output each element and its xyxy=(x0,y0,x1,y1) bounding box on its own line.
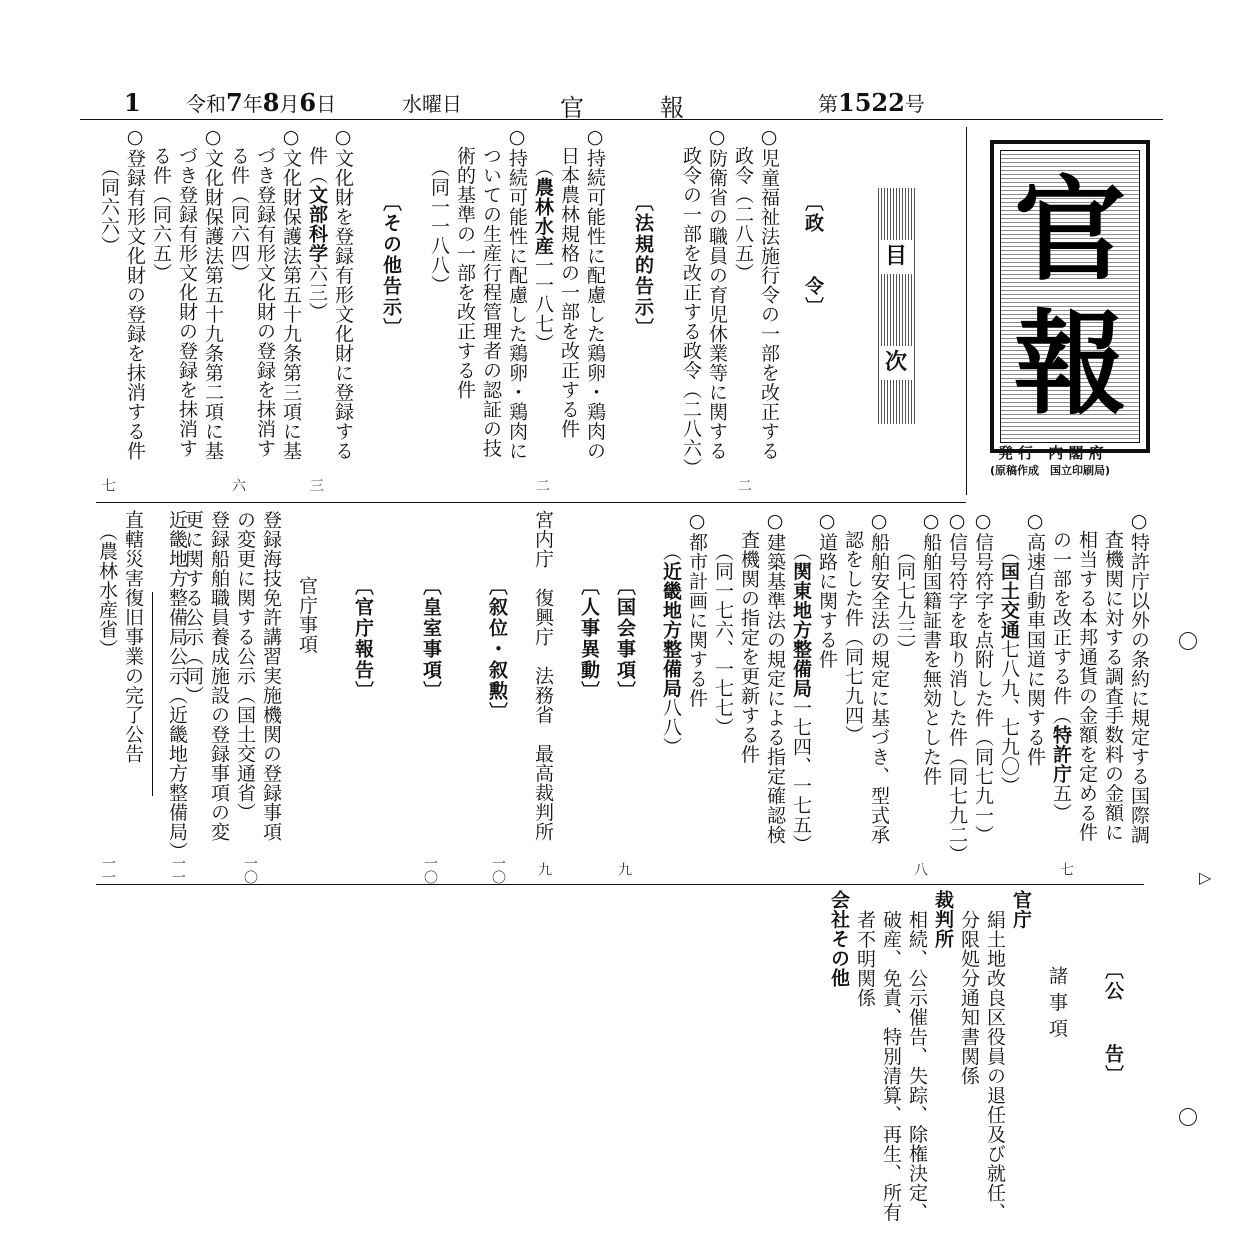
toc-item-10-ref[interactable]: （国土交通七八九、七九〇） xyxy=(998,542,1020,796)
kancho-item-4-cont[interactable]: （農林水産省） xyxy=(96,522,118,659)
page-number xyxy=(124,88,141,117)
masthead-char-top: 官 xyxy=(1014,165,1126,296)
koukoku-kancho-text[interactable]: 絹土地改良区役員の退任及び就任、 xyxy=(984,910,1006,1222)
toc-item-13-page: 八 xyxy=(912,862,928,876)
toc-item-14[interactable]: ○船舶安全法の規定に基づき、型式承 xyxy=(868,510,890,845)
toc-item-10-org: 国土交通 xyxy=(998,561,1020,640)
toc-item-9-cont2[interactable]: 相当する本邦通貨の金額を定める件 xyxy=(1076,530,1098,842)
binding-hole-bottom xyxy=(1179,1108,1197,1126)
toc-item-5-org: 文部科学 xyxy=(306,185,328,263)
issue-suffix: 号 xyxy=(904,92,925,116)
toc-item-11[interactable]: ○信号符字を点附した件（同七九一） xyxy=(972,510,994,845)
toc-item-14-cont[interactable]: 認をした件（同七九四） xyxy=(842,530,864,745)
month-unit: 月 xyxy=(279,92,300,116)
koukoku-kancho-head: 官庁 xyxy=(1010,890,1032,929)
producer-line: (原稿作成 国立印刷局) xyxy=(990,464,1111,477)
toc-item-1[interactable]: ○児童福祉法施行令の一部を改正する xyxy=(758,126,780,461)
day-unit: 日 xyxy=(316,92,337,116)
toc-item-9[interactable]: ○特許庁以外の条約に規定する国際調 xyxy=(1128,510,1150,845)
issue-no: 1522 xyxy=(838,88,905,117)
masthead-char-bottom: 報 xyxy=(1014,299,1126,430)
koukoku-saibansho-head: 裁判所 xyxy=(932,890,954,949)
toc-item-9-org: 特許庁 xyxy=(1050,725,1072,784)
kancho-subhead: 官庁事項 xyxy=(296,576,318,654)
toc-item-1-cont[interactable]: 政令（二八五） xyxy=(732,146,754,283)
toc-item-16-cont2[interactable]: （同一七六、一七七） xyxy=(712,542,734,737)
kancho-item-4-page: 一一 xyxy=(100,856,116,884)
gazette-title-a: 官 xyxy=(560,94,584,122)
toc-item-12[interactable]: ○信号符字を取り消した件（同七九二） xyxy=(946,510,968,864)
kancho-item-1-cont[interactable]: の変更に関する公示（国土交通省） xyxy=(234,510,256,822)
toc-item-9-pre: の一部を改正する件（ xyxy=(1050,530,1072,725)
page-arrow-icon: ▷ xyxy=(1199,868,1212,887)
toc-item-7[interactable]: ○文化財保護法第五十九条第二項に基 xyxy=(202,126,224,461)
toc-item-17-ref[interactable]: （近畿地方整備局八八） xyxy=(660,542,682,757)
toc-item-15[interactable]: ○道路に関する件 xyxy=(816,510,838,669)
toc-item-7-cont2[interactable]: る件（同六五） xyxy=(150,146,172,283)
toc-item-6-cont[interactable]: づき登録有形文化財の登録を抹消す xyxy=(254,146,276,458)
toc-item-13[interactable]: ○船舶国籍証書を無効とした件 xyxy=(920,510,942,786)
toc-item-15-num: 一七四、一七五） xyxy=(790,698,812,854)
toc-item-5-num: 六三） xyxy=(306,263,328,322)
kancho-item-3[interactable]: 近畿地方整備局公示（近畿地方整備局） xyxy=(166,510,188,861)
section-rule-2 xyxy=(96,884,1144,885)
toc-item-10-num: 七八九、七九〇） xyxy=(998,639,1020,796)
toc-item-3-ref[interactable]: （農林水産一一八七） xyxy=(532,158,554,353)
toc-item-16-cont[interactable]: 査機関の指定を更新する件 xyxy=(738,530,760,764)
toc-item-3-num: 一一八七） xyxy=(532,255,554,353)
page-number-value: 1 xyxy=(124,88,141,117)
kancho-item-3-page: 一一 xyxy=(170,856,186,884)
koukoku-kancho-text-2[interactable]: 分限処分通知書関係 xyxy=(958,910,980,1086)
weekday: 水曜日 xyxy=(402,92,462,116)
koukoku-saibansho-text[interactable]: 相続、公示催告、失踪、除権決定、 xyxy=(906,910,928,1222)
toc-item-6-cont2[interactable]: る件（同六四） xyxy=(228,146,250,283)
issuer-label: 発 行 xyxy=(998,444,1034,462)
toc-item-3-org: 農林水産 xyxy=(532,177,554,256)
toc-item-9-cont[interactable]: 査機関に対する調査手数料の金額に xyxy=(1102,530,1124,842)
toc-item-4-ref[interactable]: （同一一八八） xyxy=(428,158,450,295)
toc-item-9-page: 七 xyxy=(1058,862,1074,876)
toc-item-3[interactable]: ○持続可能性に配慮した鶏卵・鶏肉の xyxy=(584,126,606,461)
shojiko: 諸 事 項 xyxy=(1046,966,1068,1038)
toc-item-8-cont[interactable]: （同六六） xyxy=(98,158,120,256)
kancho-item-2-cont[interactable]: 更に関する公示（同） xyxy=(182,510,204,705)
issue-number xyxy=(818,88,925,117)
issue-date xyxy=(186,88,336,117)
toc-item-4-cont[interactable]: ついての生産行程管理者の認証の技 xyxy=(480,146,502,458)
toc-item-8-page: 七 xyxy=(100,478,116,492)
toc-item-17-org: 近畿地方整備局 xyxy=(660,561,682,698)
toc-item-6-page: 六 xyxy=(230,478,246,492)
toc-item-4-cont2[interactable]: 術的基準の一部を改正する件 xyxy=(454,146,476,400)
toc-item-17[interactable]: ○都市計画に関する件 xyxy=(686,510,708,708)
toc-item-3-cont[interactable]: 日本農林規格の一部を改正する件 xyxy=(558,146,580,439)
toc-item-9-num: 五） xyxy=(1050,783,1072,823)
gazette-title-b: 報 xyxy=(660,94,684,122)
kancho-item-2[interactable]: 登録船舶職員養成施設の登録事項の変 xyxy=(208,510,230,842)
koukoku-saibansho-text-2[interactable]: 破産、免責、特別清算、再生、所有 xyxy=(880,910,902,1222)
era: 令和 xyxy=(186,92,226,116)
toc-item-17-num: 八八） xyxy=(660,698,682,757)
day: 6 xyxy=(299,88,317,117)
joi-page: 一〇 xyxy=(490,856,506,884)
kancho-item-1-page: 一〇 xyxy=(242,856,258,884)
binding-hole-top xyxy=(1179,632,1197,650)
section-kancho-hokoku: 〔官庁報告〕 xyxy=(352,576,374,702)
issuer-name: 内 閣 府 xyxy=(1048,444,1104,462)
issuer-line xyxy=(998,442,1104,463)
toc-item-10[interactable]: ○高速自動車国道に関する件 xyxy=(1024,510,1046,767)
toc-item-9-cont3[interactable] xyxy=(1048,530,1074,823)
section-koshitsu: 〔皇室事項〕 xyxy=(420,576,442,702)
jinji-page: 九 xyxy=(536,862,552,876)
toc-item-13-cont[interactable]: （同七九三） xyxy=(894,542,916,659)
koshitsu-page: 一〇 xyxy=(422,856,438,884)
koukoku-saibansho-text-3[interactable]: 者不明関係 xyxy=(854,910,876,1008)
month: 8 xyxy=(262,88,280,117)
section-houkiteki-kokuji: 〔法規的告示〕 xyxy=(632,192,654,339)
header-rule xyxy=(80,119,1163,120)
year-unit: 年 xyxy=(242,92,263,116)
toc-item-4[interactable]: ○持続可能性に配慮した鶏卵・鶏肉に xyxy=(506,126,528,461)
toc-item-7-cont[interactable]: づき登録有形文化財の登録を抹消す xyxy=(176,146,198,458)
koukoku-kaisha-head: 会社その他 xyxy=(828,890,850,988)
masthead-logo xyxy=(990,140,1150,453)
toc-item-6[interactable]: ○文化財保護法第五十九条第三項に基 xyxy=(280,126,302,461)
issue-prefix: 第 xyxy=(818,92,838,116)
section-koukoku: 〔公 告〕 xyxy=(1102,960,1124,1086)
kancho-item-4[interactable]: 直轄災害復旧事業の完了公告 xyxy=(122,510,144,764)
toc-item-3-page: 二 xyxy=(534,478,550,492)
toc-label-b: 次 xyxy=(880,346,912,380)
toc-label xyxy=(876,188,916,424)
jinji-agencies[interactable]: 宮内庁 復興庁 法務省 最高裁判所 xyxy=(532,510,554,842)
section-kokkai-page: 九 xyxy=(616,862,632,876)
kancho-item-1[interactable]: 登録海技免許講習実施機関の登録事項 xyxy=(260,510,282,842)
toc-item-8[interactable]: ○登録有形文化財の登録を抹消する件 xyxy=(124,126,146,461)
toc-item-15-org: 関東地方整備局 xyxy=(790,561,812,698)
section-rule-1 xyxy=(96,502,966,503)
masthead-divider xyxy=(966,127,967,495)
toc-item-2[interactable]: ○防衛省の職員の育児休業等に関する xyxy=(706,126,728,461)
toc-item-2-cont[interactable]: 政令の一部を改正する政令（二八六） xyxy=(680,146,702,478)
section-kokkai: 〔国会事項〕 xyxy=(614,576,636,702)
year: 7 xyxy=(226,88,243,117)
section-seirei: 〔政 令〕 xyxy=(802,192,824,318)
toc-item-5-pre: 件（ xyxy=(306,146,328,185)
small-divider xyxy=(152,592,153,796)
toc-label-a: 目 xyxy=(880,240,912,274)
toc-item-5[interactable]: ○文化財を登録有形文化財に登録する xyxy=(332,126,354,461)
section-jinji: 〔人事異動〕 xyxy=(578,576,600,702)
toc-item-15-ref[interactable]: （関東地方整備局一七四、一七五） xyxy=(790,542,812,854)
section-joi-jokun: 〔叙位・叙勲〕 xyxy=(486,576,508,723)
section-sonota-kokuji: 〔その他告示〕 xyxy=(380,192,402,339)
toc-item-16[interactable]: ○建築基準法の規定による指定確認検 xyxy=(764,510,786,845)
toc-item-1-page: 二 xyxy=(736,478,752,492)
toc-item-5-page: 三 xyxy=(308,478,324,492)
toc-item-5-cont[interactable] xyxy=(304,146,330,322)
